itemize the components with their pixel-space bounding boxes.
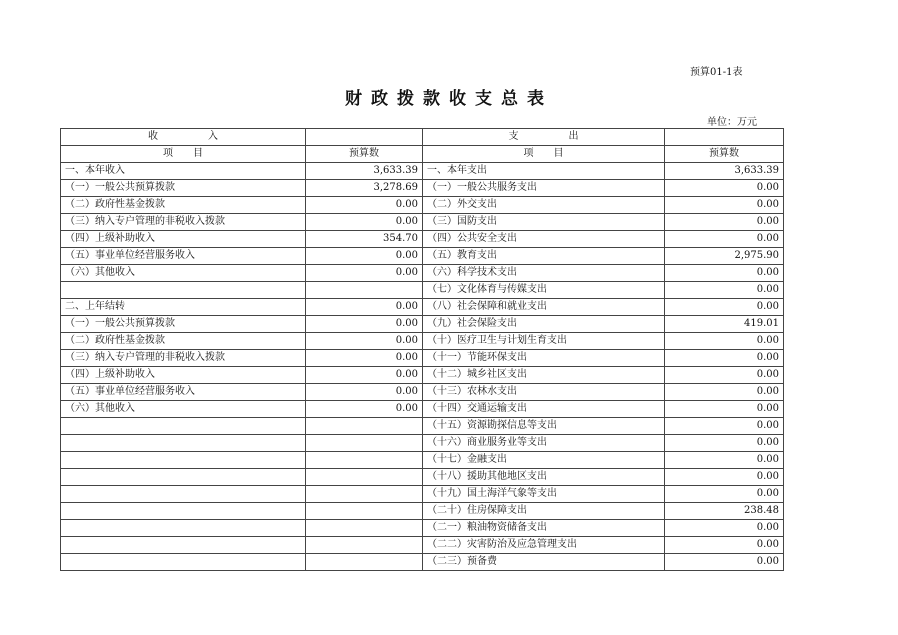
expense-item-cell: （十八）援助其他地区支出 [423,469,665,486]
income-amount-cell [306,486,423,503]
income-item-cell [61,520,306,537]
income-item-cell [61,452,306,469]
table-row [61,452,784,469]
table-row [61,350,784,367]
income-item-cell: 一、本年收入 [61,163,306,180]
table-row [61,180,784,197]
income-item-cell: （四）上级补助收入 [61,367,306,384]
expense-amount-cell: 0.00 [665,537,784,554]
expense-item-cell: （二）外交支出 [423,197,665,214]
income-amount-cell [306,537,423,554]
income-amount-cell: 0.00 [306,401,423,418]
expense-item-cell: （二二）灾害防治及应急管理支出 [423,537,665,554]
income-item-cell: （五）事业单位经营服务收入 [61,384,306,401]
table-row [61,554,784,571]
income-amount-cell: 3,633.39 [306,163,423,180]
form-number: 预算01-1表 [690,67,743,78]
expense-item-cell: （十九）国土海洋气象等支出 [423,486,665,503]
expense-amount-cell: 0.00 [665,486,784,503]
expense-amount-cell: 0.00 [665,180,784,197]
expense-amount-cell: 0.00 [665,350,784,367]
income-amount-cell: 0.00 [306,384,423,401]
income-amount-cell [306,418,423,435]
table-row [61,503,784,520]
expense-item-cell: （七）文化体育与传媒支出 [423,282,665,299]
expense-amount-cell: 238.48 [665,503,784,520]
expense-item-header: 项 目 [423,146,665,163]
expense-amount-cell: 2,975.90 [665,248,784,265]
income-amount-cell: 0.00 [306,248,423,265]
expense-amount-cell: 3,633.39 [665,163,784,180]
expense-item-cell: （九）社会保险支出 [423,316,665,333]
expense-amount-cell: 0.00 [665,231,784,248]
expense-item-cell: （十）医疗卫生与计划生育支出 [423,333,665,350]
income-amount-cell: 0.00 [306,299,423,316]
income-item-cell: （六）其他收入 [61,401,306,418]
income-amount-cell [306,554,423,571]
expense-item-cell: （二一）粮油物资储备支出 [423,520,665,537]
income-amount-cell: 0.00 [306,214,423,231]
group-header-row [61,129,784,146]
table-row [61,197,784,214]
income-amount-cell: 0.00 [306,316,423,333]
income-item-cell [61,503,306,520]
income-item-cell [61,435,306,452]
table-row [61,520,784,537]
table-row [61,299,784,316]
expense-amount-cell: 0.00 [665,367,784,384]
expense-group-header-blank [665,129,784,146]
table-row [61,469,784,486]
income-amount-cell: 3,278.69 [306,180,423,197]
income-item-cell [61,486,306,503]
expense-item-cell: （五）教育支出 [423,248,665,265]
income-item-cell: （三）纳入专户管理的非税收入拨款 [61,350,306,367]
expense-item-cell: （一）一般公共服务支出 [423,180,665,197]
income-amount-cell [306,503,423,520]
table-row [61,384,784,401]
expense-item-cell: （十二）城乡社区支出 [423,367,665,384]
expense-amount-cell: 0.00 [665,554,784,571]
income-amount-cell [306,469,423,486]
expense-amount-cell: 419.01 [665,316,784,333]
expense-amount-cell: 0.00 [665,384,784,401]
expense-item-cell: （十六）商业服务业等支出 [423,435,665,452]
expense-item-cell: （六）科学技术支出 [423,265,665,282]
expense-amount-cell: 0.00 [665,197,784,214]
expense-amount-header: 预算数 [665,146,784,163]
income-group-header-blank [306,129,423,146]
expense-item-cell: （八）社会保障和就业支出 [423,299,665,316]
income-amount-cell [306,282,423,299]
unit-label: 单位：万元 [707,117,757,128]
table-row [61,401,784,418]
expense-item-cell: （十一）节能环保支出 [423,350,665,367]
expense-item-cell: （四）公共安全支出 [423,231,665,248]
income-item-cell [61,282,306,299]
income-item-cell: （三）纳入专户管理的非税收入拨款 [61,214,306,231]
income-amount-cell [306,452,423,469]
table-row [61,418,784,435]
table-row [61,435,784,452]
income-item-header: 项 目 [61,146,306,163]
page-title: 财政拨款收支总表 [345,89,553,109]
expense-item-cell: （二三）预备费 [423,554,665,571]
income-item-cell: （一）一般公共预算拨款 [61,180,306,197]
table-row [61,316,784,333]
expense-amount-cell: 0.00 [665,418,784,435]
income-amount-cell: 0.00 [306,367,423,384]
income-item-cell: 二、上年结转 [61,299,306,316]
income-item-cell [61,469,306,486]
income-item-cell [61,537,306,554]
table-row [61,486,784,503]
income-item-cell: （六）其他收入 [61,265,306,282]
table-row [61,163,784,180]
column-header-row [61,146,784,163]
income-amount-cell: 0.00 [306,197,423,214]
expense-amount-cell: 0.00 [665,401,784,418]
expense-amount-cell: 0.00 [665,214,784,231]
expense-item-cell: （十七）金融支出 [423,452,665,469]
expense-item-cell: （三）国防支出 [423,214,665,231]
expense-amount-cell: 0.00 [665,435,784,452]
table-row [61,537,784,554]
expense-amount-cell: 0.00 [665,299,784,316]
income-item-cell: （二）政府性基金拨款 [61,197,306,214]
income-amount-header: 预算数 [306,146,423,163]
income-amount-cell: 0.00 [306,350,423,367]
table-row [61,282,784,299]
budget-table [60,128,784,571]
income-amount-cell [306,435,423,452]
income-item-cell: （五）事业单位经营服务收入 [61,248,306,265]
income-item-cell: （二）政府性基金拨款 [61,333,306,350]
income-item-cell: （一）一般公共预算拨款 [61,316,306,333]
expense-amount-cell: 0.00 [665,333,784,350]
table-row [61,231,784,248]
income-item-cell: （四）上级补助收入 [61,231,306,248]
income-item-cell [61,554,306,571]
expense-item-cell: （十五）资源勘探信息等支出 [423,418,665,435]
expense-amount-cell: 0.00 [665,469,784,486]
table-row [61,214,784,231]
table-row [61,265,784,282]
expense-item-cell: （二十）住房保障支出 [423,503,665,520]
income-amount-cell [306,520,423,537]
expense-amount-cell: 0.00 [665,282,784,299]
income-amount-cell: 354.70 [306,231,423,248]
income-item-cell [61,418,306,435]
expense-item-cell: （十四）交通运输支出 [423,401,665,418]
table-row [61,248,784,265]
expense-amount-cell: 0.00 [665,452,784,469]
budget-table-body [61,129,784,571]
expense-group-header: 支 出 [423,129,665,146]
expense-item-cell: （十三）农林水支出 [423,384,665,401]
income-amount-cell: 0.00 [306,333,423,350]
table-row [61,367,784,384]
income-amount-cell: 0.00 [306,265,423,282]
expense-item-cell: 一、本年支出 [423,163,665,180]
expense-amount-cell: 0.00 [665,265,784,282]
expense-amount-cell: 0.00 [665,520,784,537]
table-row [61,333,784,350]
income-group-header: 收 入 [61,129,306,146]
